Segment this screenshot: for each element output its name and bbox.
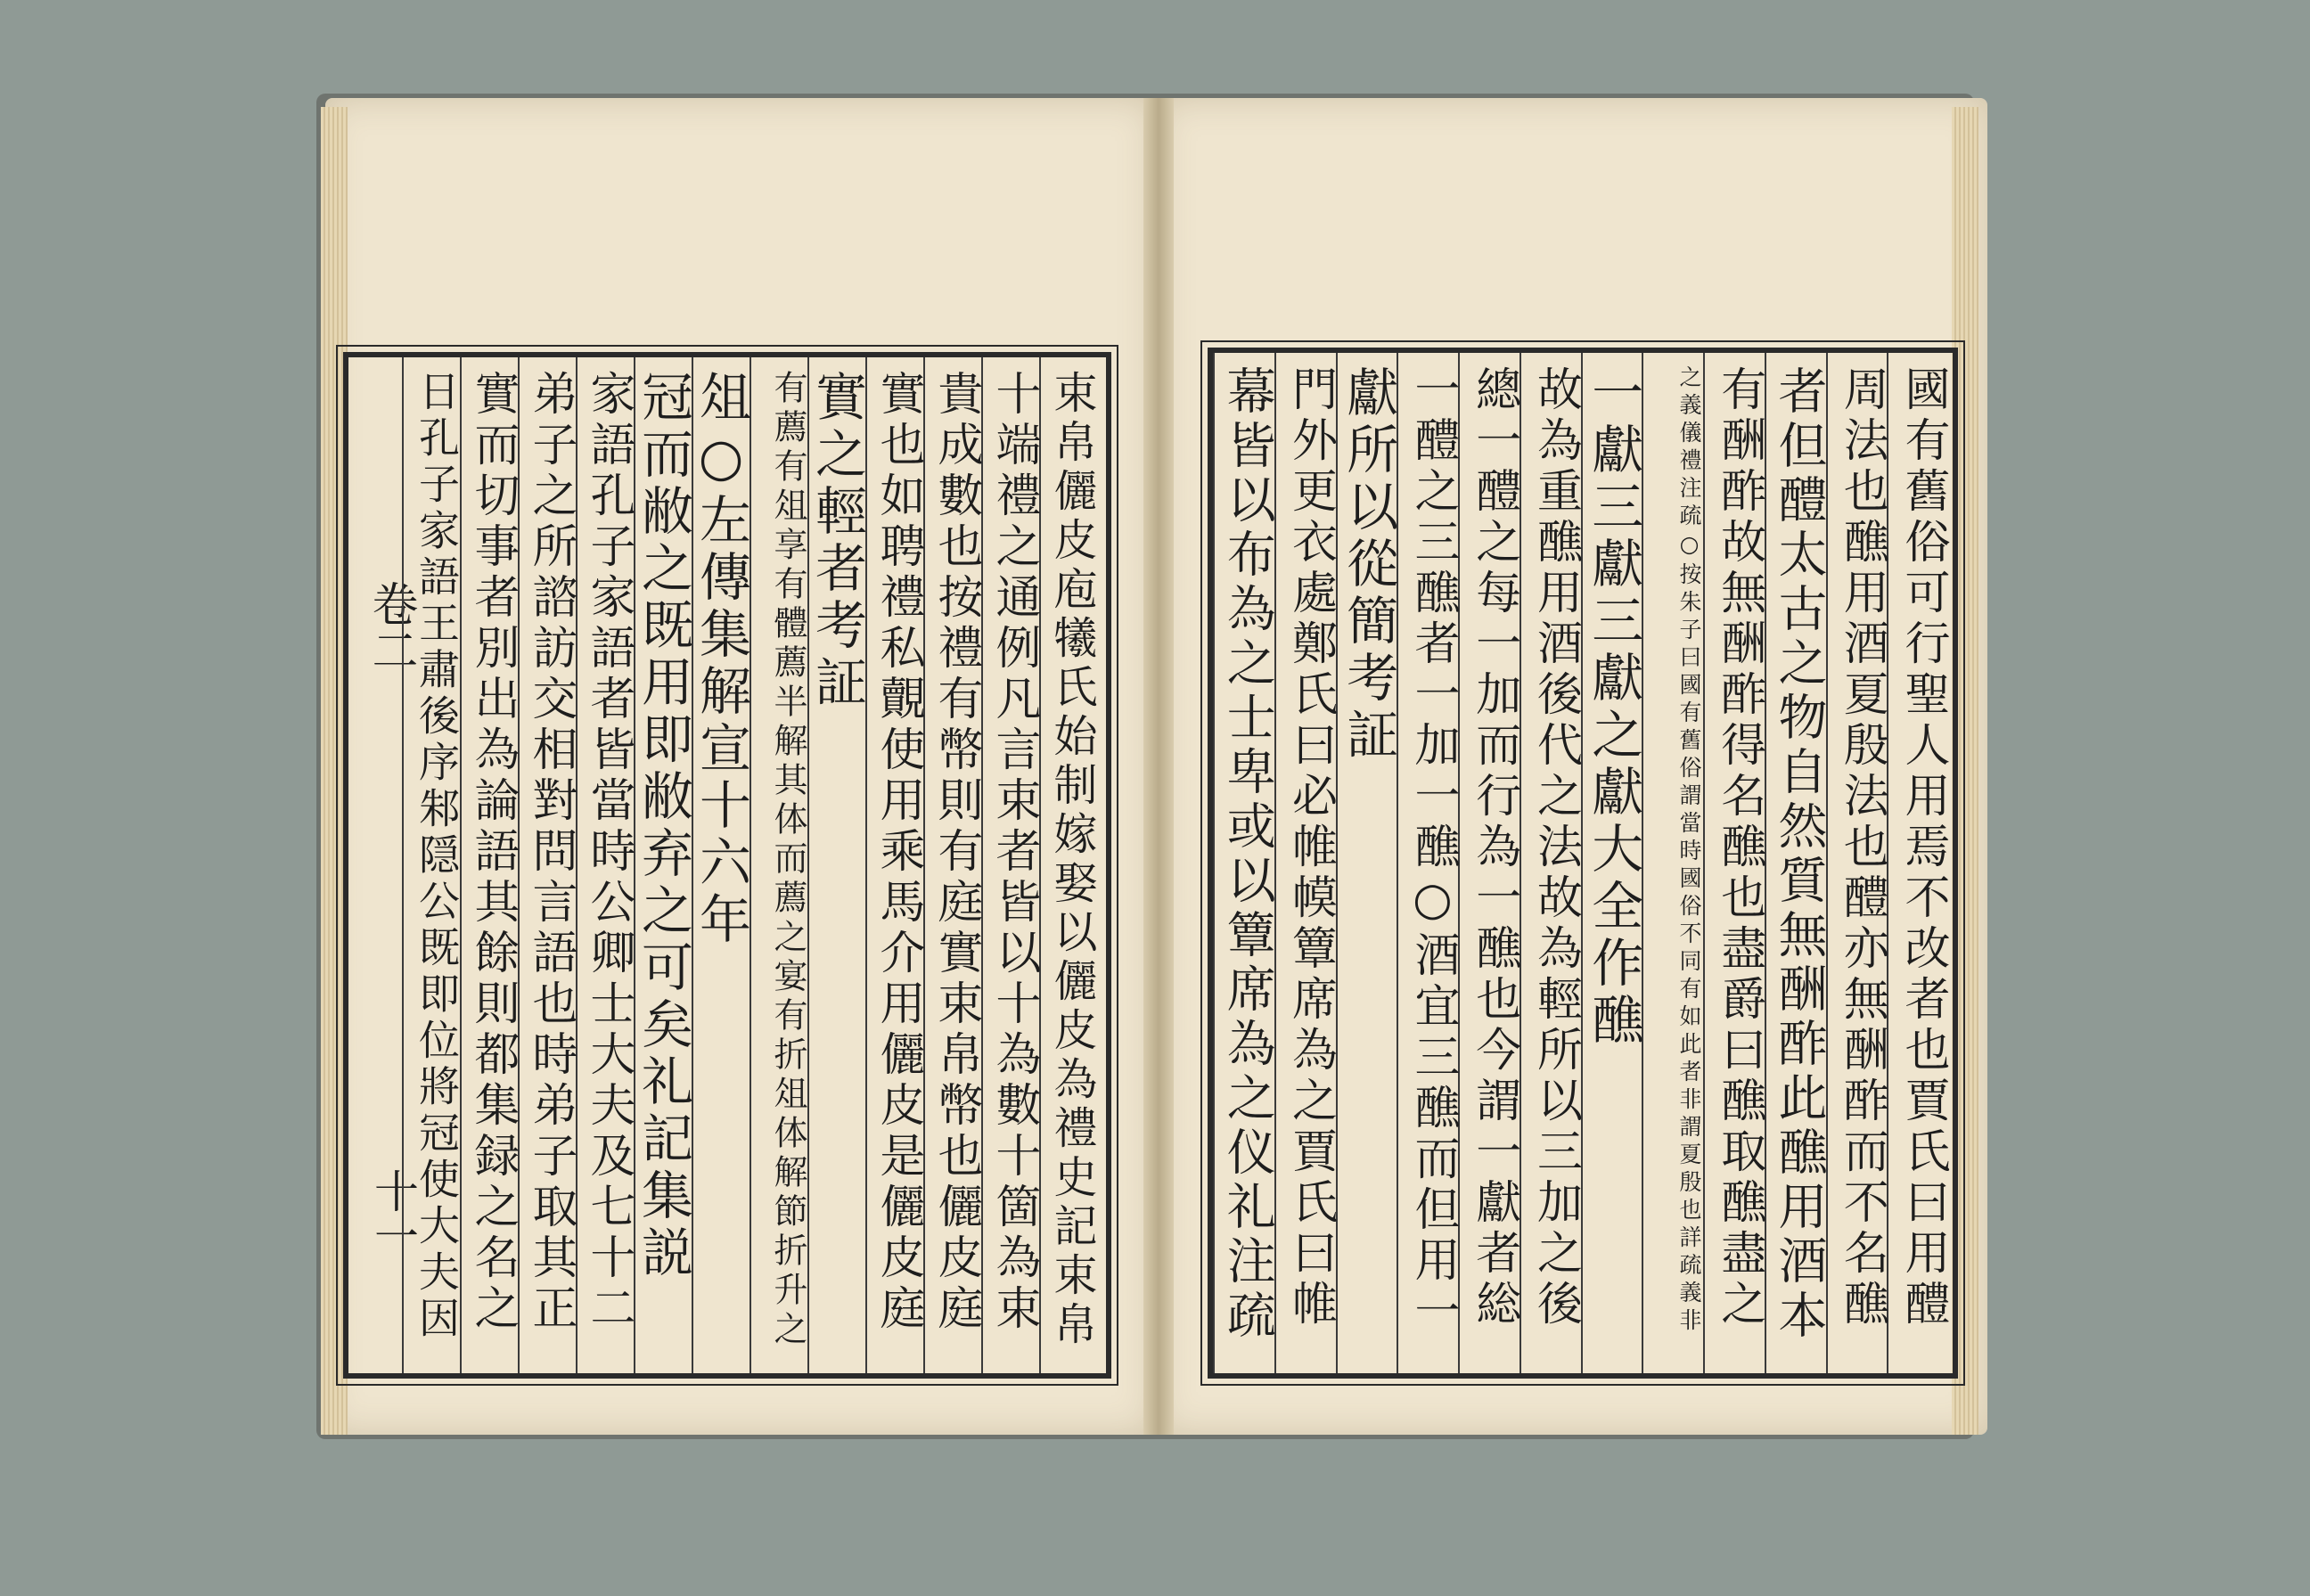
text-column: 幕皆以布為之士卑或以簟席為之仪礼注疏 [1213,353,1274,1373]
text-column: 一獻三獻三獻之獻大全作醮 [1581,353,1642,1373]
text-column: 實也如聘禮私覿使用乘馬介用儷皮是儷皮庭 [865,357,923,1373]
text-column: 國有舊俗可行聖人用焉不改者也賈氏曰用醴 [1887,353,1948,1373]
left-margin-label: 卷二 [364,580,417,673]
text-column: 有薦有俎享有體薦半解其体而薦之宴有折俎体解節折升之 [750,357,807,1373]
text-column: 實而切事者別出為論語其餘則都集録之名之 [460,357,518,1373]
text-column: 束帛儷皮庖犧氏始制嫁娶以儷皮為禮史記束帛 [1039,357,1097,1373]
text-column: 有酬酢故無酬酢得名醮也盡爵曰醮取醮盡之 [1703,353,1765,1373]
text-column: 冠而敝之既用即敝弃之可矣礼記集説 [634,357,692,1373]
text-column: 實之輕者考証 [807,357,865,1373]
text-column: 十端禮之通例凡言束者皆以十為數十箇為束 [981,357,1039,1373]
text-column: 總一醴之每一加而行為一醮也今謂一獻者総 [1458,353,1520,1373]
left-text-frame [343,352,1111,1379]
text-column: 故為重醮用酒後代之法故為輕所以三加之後 [1520,353,1581,1373]
right-text-frame [1208,348,1958,1379]
text-column: 門外更衣處鄭氏曰必帷幙簟席為之賈氏曰帷 [1274,353,1336,1373]
text-column: 日孔子家語王肅後序邾隠公既即位將冠使大夫因 [402,357,460,1373]
left-page-number: 十一 [367,1168,419,1257]
text-column: 獻所以從簡考証 [1336,353,1397,1373]
book-gutter [1143,98,1174,1435]
text-column: 弟子之所諮訪交相對問言語也時弟子取其正 [518,357,576,1373]
text-column: 貴成數也按禮有幣則有庭實束帛幣也儷皮庭 [923,357,981,1373]
text-column: 家語孔子家語者皆當時公卿士大夫及七十二 [576,357,634,1373]
text-column: 者但醴太古之物自然質無酬酢此醮用酒本 [1765,353,1826,1373]
text-column: 周法也醮用酒夏殷法也醴亦無酬酢而不名醮 [1826,353,1888,1373]
text-column: 之義儀禮注疏○按朱子曰國有舊俗謂當時國俗不同有如此者非謂夏殷也詳疏義非 [1642,353,1703,1373]
text-column: 俎○左傳集解宣十六年 [692,357,750,1373]
text-column: 一醴之三醮者一加一醮○酒宜三醮而但用一 [1397,353,1458,1373]
